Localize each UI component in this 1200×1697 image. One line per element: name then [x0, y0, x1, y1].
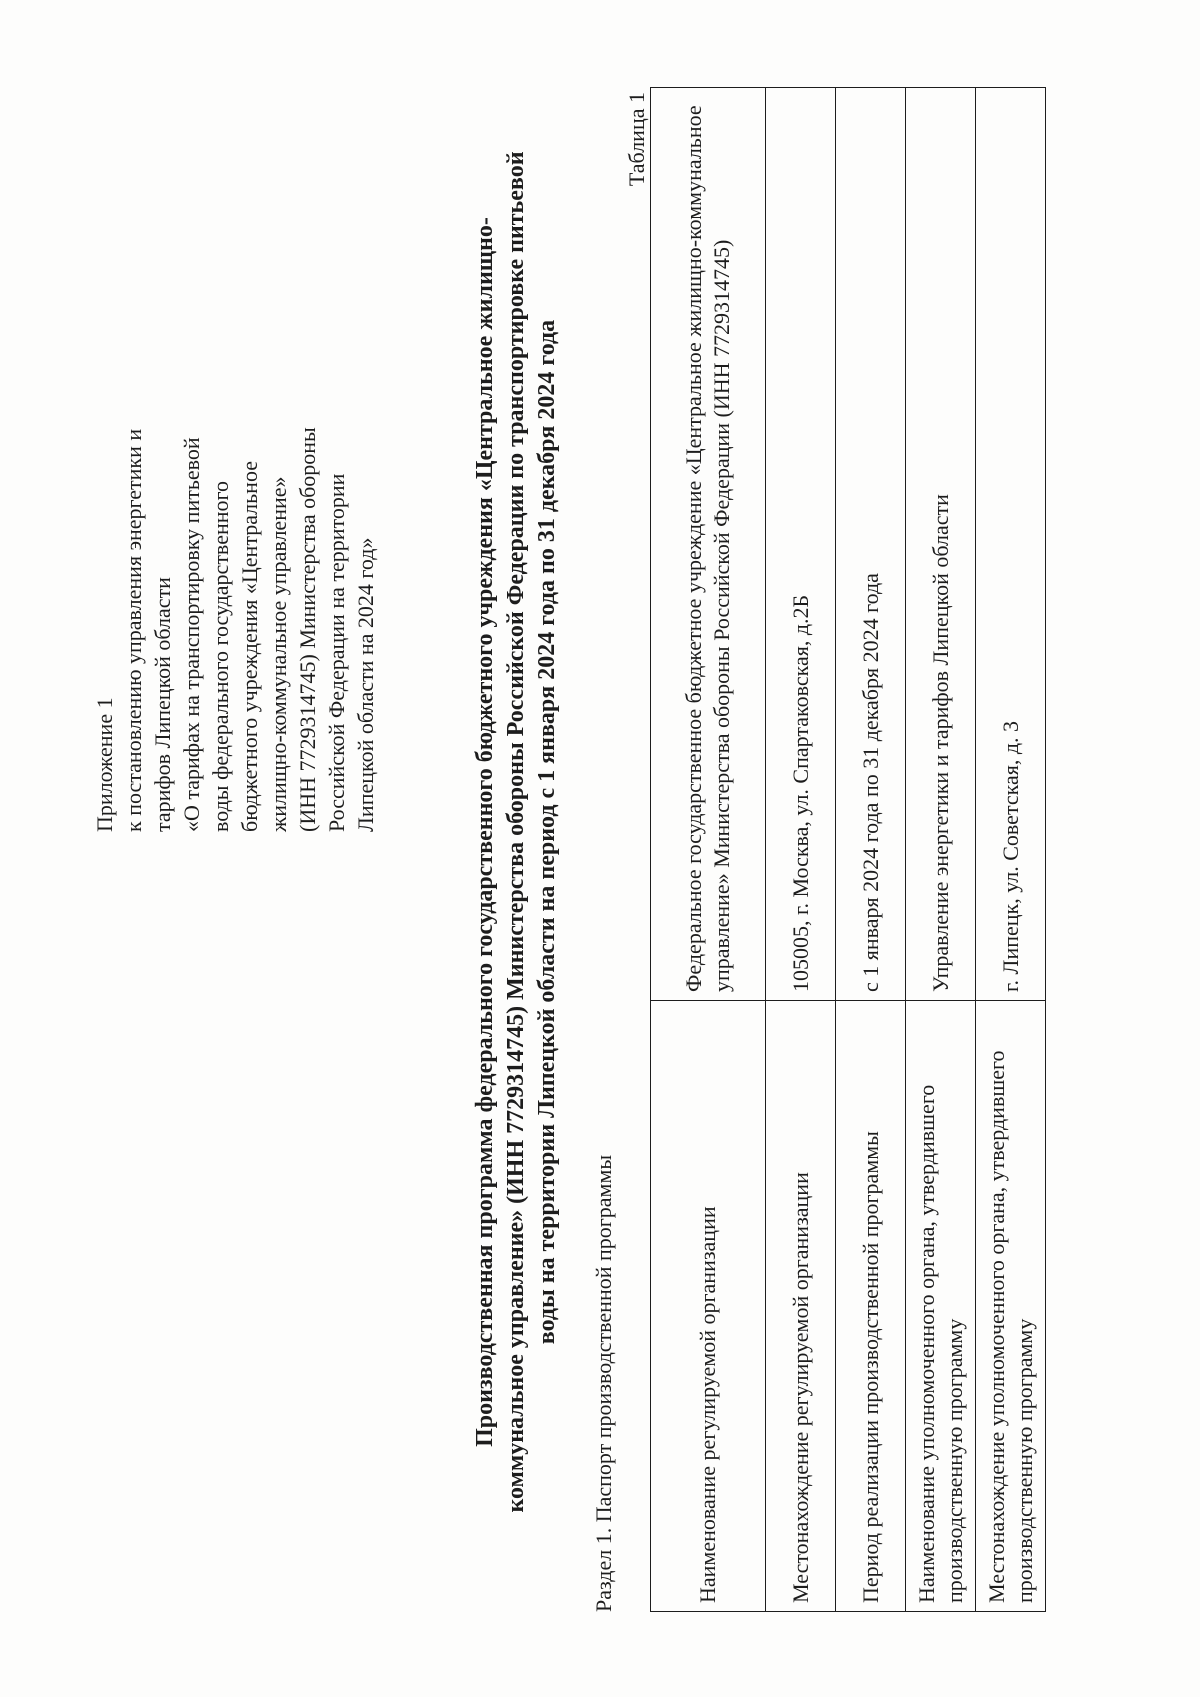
row-value: Федеральное государственное бюджетное учреждение «Центральное жилищно-коммунальное управление» Министерства обороны Российской Федерации (ИНН 7729314745) — [651, 88, 766, 1001]
document-title-line-1: Производственная программа федерального государственного бюджетного учреждения «Центральное жилищно- — [472, 217, 498, 1447]
appendix-number: Приложение 1 — [92, 697, 117, 832]
appendix-resolution-line-2: тарифов Липецкой области — [150, 577, 175, 832]
table-row — [651, 88, 766, 1612]
document-title-line-2: коммунальное управление» (ИНН 7729314745) Министерства обороны Российской Федерации по транспортировке питьевой — [503, 151, 529, 1513]
rotated-document-page — [75, 52, 1125, 1612]
passport-table — [650, 87, 1046, 1612]
document-title-line-3: воды на территории Липецкой области на период с 1 января 2024 года по 31 декабря 2024 года — [534, 319, 560, 1345]
table-row — [836, 88, 906, 1612]
section-heading: Раздел 1. Паспорт производственной программы — [591, 1154, 616, 1612]
row-value: 105005, г. Москва, ул. Спартаковская, д.2Б — [766, 88, 836, 1001]
appendix-subject-line-6: Российской Федерации на территории — [324, 473, 349, 832]
row-label: Местонахождение регулируемой организации — [766, 1001, 836, 1612]
appendix-resolution-line-1: к постановлению управления энергетики и — [121, 428, 146, 832]
appendix-subject-line-7: Липецкой области на 2024 год» — [353, 537, 378, 832]
appendix-subject-line-1: «О тарифах на транспортировку питьевой — [179, 437, 204, 832]
table-caption: Таблица 1 — [624, 92, 649, 187]
row-label: Местонахождение уполномоченного органа, утвердившего производственную программу — [976, 1001, 1046, 1612]
appendix-block — [90, 212, 380, 832]
row-value: Управление энергетики и тарифов Липецкой области — [906, 88, 976, 1001]
row-label: Наименование уполномоченного органа, утвердившего производственную программу — [906, 1001, 976, 1612]
appendix-subject-line-2: воды федерального государственного — [208, 481, 233, 832]
table-row — [976, 88, 1046, 1612]
appendix-subject-line-3: бюджетного учреждения «Центральное — [237, 461, 262, 832]
row-value: г. Липецк, ул. Советская, д. 3 — [976, 88, 1046, 1001]
row-value: с 1 января 2024 года по 31 декабря 2024 года — [836, 88, 906, 1001]
appendix-subject-line-4: жилищно-коммунальное управление» — [266, 476, 291, 832]
document-title — [470, 52, 563, 1612]
row-label: Период реализации производственной программы — [836, 1001, 906, 1612]
appendix-subject-line-5: (ИНН 7729314745) Министерства обороны — [295, 427, 320, 832]
table-row — [906, 88, 976, 1612]
table-row — [766, 88, 836, 1612]
row-label: Наименование регулируемой организации — [651, 1001, 766, 1612]
